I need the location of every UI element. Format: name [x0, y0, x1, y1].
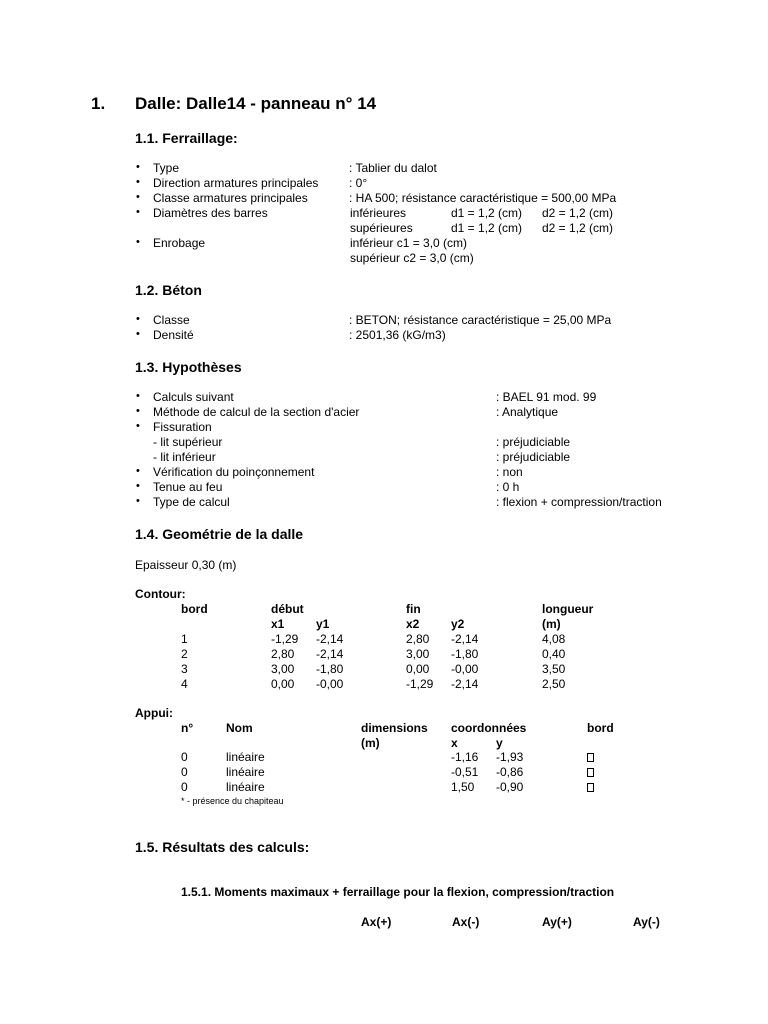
contour-header-debut: début [271, 602, 304, 616]
cell-y: -0,86 [496, 765, 524, 779]
value-type-calcul: : flexion + compression/traction [496, 495, 662, 509]
col-ax-minus: Ax(-) [452, 915, 480, 929]
bullet: • [136, 191, 140, 203]
contour-header-unit: (m) [542, 617, 561, 631]
cell-n: 0 [181, 765, 188, 779]
cell-y2: -2,14 [451, 632, 479, 646]
bullet: • [136, 405, 140, 417]
page-title: Dalle: Dalle14 - panneau n° 14 [135, 94, 377, 113]
value-lit-inferieur: : préjudiciable [496, 450, 571, 464]
appui-header-nom: Nom [226, 721, 253, 735]
cell-nom: linéaire [226, 750, 265, 764]
enrobage-inf: inférieur c1 = 3,0 (cm) [350, 236, 468, 250]
contour-header-bord: bord [181, 602, 208, 616]
appui-header-dim-unit: (m) [361, 736, 380, 750]
cell-x2: 2,80 [406, 632, 430, 646]
heading-resultats: 1.5. Résultats des calculs: [135, 839, 310, 855]
label-classe-beton: Classe [153, 313, 190, 327]
bullet: • [136, 420, 140, 432]
appui-header-dimensions: dimensions [361, 721, 428, 735]
diam-inf-label: inférieures [350, 206, 407, 220]
heading-ferraillage: 1.1. Ferraillage: [135, 130, 238, 146]
cell-y1: -2,14 [316, 647, 344, 661]
cell-longueur: 3,50 [542, 662, 566, 676]
label-tenue-feu: Tenue au feu [153, 480, 223, 494]
contour-header-x2: x2 [406, 617, 420, 631]
contour-header-longueur: longueur [542, 602, 594, 616]
col-ay-plus: Ay(+) [542, 915, 572, 929]
label-fissuration: Fissuration [153, 420, 212, 434]
cell-y2: -2,14 [451, 677, 479, 691]
label-calculs: Calculs suivant [153, 390, 234, 404]
label-enrobage: Enrobage [153, 236, 206, 250]
cell-longueur: 0,40 [542, 647, 566, 661]
label-methode: Méthode de calcul de la section d'acier [153, 405, 360, 419]
heading-geometrie: 1.4. Geométrie de la dalle [135, 526, 304, 542]
epaisseur: Epaisseur 0,30 (m) [135, 558, 237, 572]
cell-nom: linéaire [226, 765, 265, 779]
cell-bord: 3 [181, 662, 188, 676]
appui-label: Appui: [135, 706, 173, 720]
cell-y1: -0,00 [316, 677, 344, 691]
cell-n: 0 [181, 780, 188, 794]
checkbox-glyph-icon [587, 780, 594, 795]
cell-x1: 2,80 [271, 647, 295, 661]
contour-label: Contour: [135, 587, 186, 601]
label-lit-inferieur: - lit inférieur [153, 450, 216, 464]
label-poinconnement: Vérification du poinçonnement [153, 465, 315, 479]
value-calculs: : BAEL 91 mod. 99 [496, 390, 597, 404]
diam-inf-d2: d2 = 1,2 (cm) [542, 206, 614, 220]
cell-x: -1,16 [451, 750, 479, 764]
appui-note: * - présence du chapiteau [181, 796, 284, 806]
heading-hypotheses: 1.3. Hypothèses [135, 359, 242, 375]
bullet: • [136, 495, 140, 507]
label-type: Type [153, 161, 180, 175]
value-methode: : Analytique [496, 405, 559, 419]
cell-x: 1,50 [451, 780, 475, 794]
appui-header-n: n° [181, 721, 194, 735]
col-ay-minus: Ay(-) [633, 915, 660, 929]
label-densite: Densité [153, 328, 194, 342]
cell-x1: 3,00 [271, 662, 295, 676]
diam-sup-label: supérieures [350, 221, 413, 235]
bullet: • [136, 206, 140, 218]
appui-header-bord: bord [587, 721, 614, 735]
label-diametres: Diamètres des barres [153, 206, 268, 220]
label-type-calcul: Type de calcul [153, 495, 230, 509]
heading-beton: 1.2. Béton [135, 282, 202, 298]
contour-header-y2: y2 [451, 617, 465, 631]
contour-header-fin: fin [406, 602, 421, 616]
bullet: • [136, 161, 140, 173]
cell-y1: -1,80 [316, 662, 344, 676]
diam-sup-d1: d1 = 1,2 (cm) [451, 221, 523, 235]
label-direction: Direction armatures principales [153, 176, 319, 190]
appui-header-x: x [451, 736, 458, 750]
value-densite: : 2501,36 (kG/m3) [349, 328, 446, 342]
cell-nom: linéaire [226, 780, 265, 794]
value-tenue-feu: : 0 h [496, 480, 520, 494]
cell-longueur: 2,50 [542, 677, 566, 691]
checkbox-glyph-icon [587, 765, 594, 780]
cell-bord: 4 [181, 677, 188, 691]
value-type: : Tablier du dalot [349, 161, 437, 175]
checkbox-glyph-icon [587, 750, 594, 765]
bullet: • [136, 236, 140, 248]
value-classe-beton: : BETON; résistance caractéristique = 25,00 MPa [349, 313, 612, 327]
diam-sup-d2: d2 = 1,2 (cm) [542, 221, 614, 235]
cell-n: 0 [181, 750, 188, 764]
bullet: • [136, 390, 140, 402]
label-classe-armatures: Classe armatures principales [153, 191, 308, 205]
contour-header-y1: y1 [316, 617, 330, 631]
cell-x2: -1,29 [406, 677, 434, 691]
bullet: • [136, 313, 140, 325]
appui-header-coordonnees: coordonnées [451, 721, 527, 735]
cell-x1: -1,29 [271, 632, 299, 646]
bullet: • [136, 176, 140, 188]
col-ax-plus: Ax(+) [361, 915, 392, 929]
cell-x2: 0,00 [406, 662, 430, 676]
contour-header-x1: x1 [271, 617, 285, 631]
bullet: • [136, 480, 140, 492]
value-lit-superieur: : préjudiciable [496, 435, 571, 449]
enrobage-sup: supérieur c2 = 3,0 (cm) [350, 251, 474, 265]
bullet: • [136, 465, 140, 477]
cell-longueur: 4,08 [542, 632, 566, 646]
cell-y: -0,90 [496, 780, 524, 794]
cell-y1: -2,14 [316, 632, 344, 646]
value-classe-armatures: : HA 500; résistance caractéristique = 500,00 MPa [349, 191, 617, 205]
cell-bord: 2 [181, 647, 188, 661]
bullet: • [136, 328, 140, 340]
section-number: 1. [91, 94, 106, 113]
cell-bord: 1 [181, 632, 188, 646]
cell-y2: -0,00 [451, 662, 479, 676]
heading-moments-maximaux: 1.5.1. Moments maximaux + ferraillage pour la flexion, compression/traction [181, 885, 615, 899]
value-poinconnement: : non [496, 465, 523, 479]
appui-header-y: y [496, 736, 503, 750]
cell-x: -0,51 [451, 765, 479, 779]
value-direction: : 0° [349, 176, 368, 190]
cell-x2: 3,00 [406, 647, 430, 661]
cell-y: -1,93 [496, 750, 524, 764]
diam-inf-d1: d1 = 1,2 (cm) [451, 206, 523, 220]
cell-y2: -1,80 [451, 647, 479, 661]
cell-x1: 0,00 [271, 677, 295, 691]
label-lit-superieur: - lit supérieur [153, 435, 223, 449]
